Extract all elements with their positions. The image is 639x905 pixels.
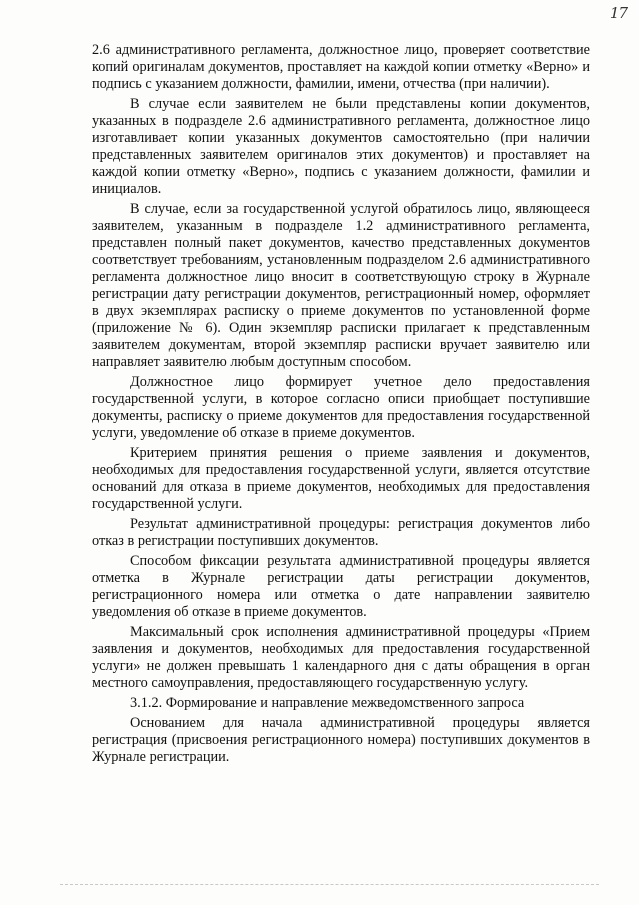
paragraph-continuation: 2.6 административного регламента, должностное лицо, проверяет соответствие копий оригиналам документов, проставляет на каждой копии отметку «Верно» и подпись с указанием должности, фамилии, имени, отчества (при наличии). [92,42,590,92]
page-number: 17 [609,4,627,22]
paragraph-grounds: Основанием для начала административной процедуры является регистрация (присвоения регистрационного номера) поступивших документов в Журнале регистрации. [92,715,590,765]
paragraph-fixation: Способом фиксации результата административной процедуры является отметка в Журнале регистрации даты регистрации документов, регистрационного номера или отметка о дате направлении заявителю уведомления об отказе в приеме документов. [92,553,590,620]
paragraph-criterion: Критерием принятия решения о приеме заявления и документов, необходимых для предоставления государственной услуги, является отсутствие оснований для отказа в приеме документов, необходимых для предоставления государственной услуги. [92,445,590,512]
scan-edge-divider [60,884,599,885]
paragraph-case-file: Должностное лицо формирует учетное дело предоставления государственной услуги, в которое согласно описи приобщает поступившие документы, расписку о приеме документов для предоставления государственной услуги, уведомление об отказе в приеме документов. [92,374,590,441]
paragraph-copies: В случае если заявителем не были представлены копии документов, указанных в подразделе 2.6 административного регламента, должностное лицо изготавливает копии указанных документов самостоятельно (при наличии представленных заявителем оригиналов этих документов) и проставляет на каждой копии отметку «Верно», подпись с указанием должности, фамилии и инициалов. [92,96,590,197]
paragraph-result: Результат административной процедуры: регистрация документов либо отказ в регистрации поступивших документов. [92,516,590,549]
section-heading-3-1-2: 3.1.2. Формирование и направление межведомственного запроса [130,695,525,711]
paragraph-registration: В случае, если за государственной услугой обратилось лицо, являющееся заявителем, указанным в подразделе 1.2 административного регламента, представлен полный пакет документов, качество представленных документов соответствует требованиям, установленным подразделом 2.6 административного регламента должностное лицо вносит в соответствующую строку в Журнале регистрации дату регистрации документов, регистрационный номер, оформляет в двух экземплярах расписку о приеме документов по установленной форме (приложение № 6). Один экземпляр расписки прилагает к представленным заявителем документам, второй экземпляр расписки вручает заявителю или направляет заявителю любым доступным способом. [92,201,590,370]
paragraph-max-term: Максимальный срок исполнения административной процедуры «Прием заявления и документов, необходимых для предоставления государственной услуги» не должен превышать 1 календарного дня с даты обращения в орган местного самоуправления, предоставляющего государственную услугу. [92,624,590,691]
document-body [92,42,590,769]
